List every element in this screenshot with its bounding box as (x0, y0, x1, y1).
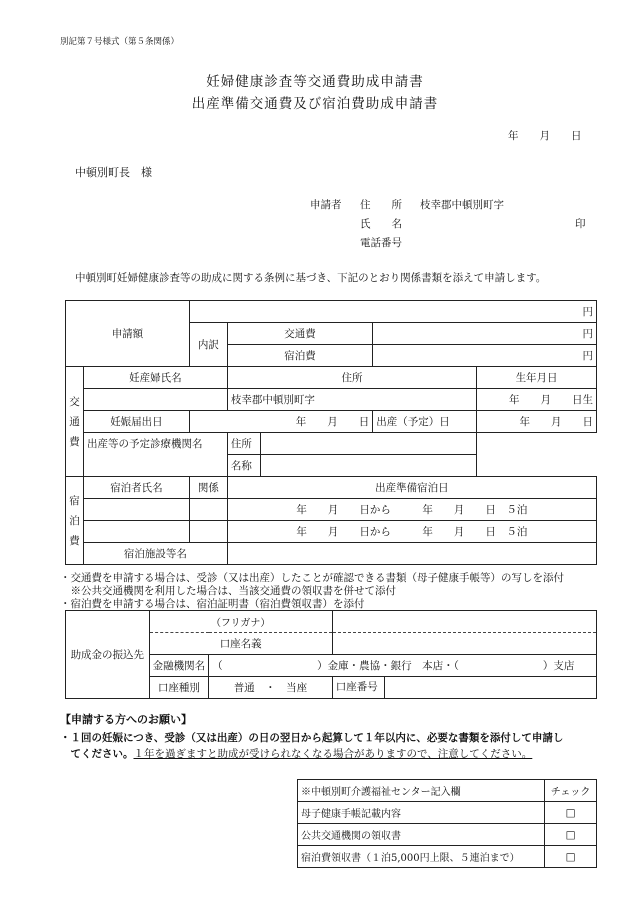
guest-name-field-2[interactable] (84, 521, 190, 543)
addressee: 中頓別町長 様 (75, 166, 152, 179)
check-column-header: チェック (545, 780, 597, 802)
checkbox-1[interactable]: □ (545, 802, 597, 824)
account-type-label: 口座種別 (149, 677, 209, 699)
checkbox-2[interactable]: □ (545, 824, 597, 846)
document-subtitle: 出産準備交通費及び宿泊費助成申請書 (191, 96, 439, 112)
mother-address-field[interactable]: 枝幸郡中頓別町字 (227, 389, 476, 411)
application-table (65, 300, 597, 565)
address-label: 住 所 (360, 199, 402, 211)
pregnancy-date-label: 妊娠届出日 (84, 411, 190, 433)
clinic-name-label: 名称 (227, 455, 260, 477)
check-item-3: 宿泊費領収書（１泊5,000円上限、５連泊まで） (298, 846, 545, 868)
note-3: ・宿泊費を申請する場合は、宿泊証明書（宿泊費領収書）を添付 (60, 598, 365, 610)
due-date-label: 出産（予定）日 (373, 411, 477, 433)
check-item-2: 公共交通機関の領収書 (298, 824, 545, 846)
facility-label: 宿泊施設等名 (84, 543, 228, 565)
clinic-label: 出産等の予定診療機関名 (84, 433, 228, 477)
lodging-amount-field[interactable]: 円 (373, 345, 597, 367)
account-type-field[interactable]: 普通 ・ 当座 (209, 677, 333, 699)
birthdate-header: 生年月日 (477, 367, 597, 389)
relation-header: 関係 (189, 477, 227, 499)
amount-total-field[interactable]: 円 (189, 301, 596, 323)
guest-name-header: 宿泊者氏名 (84, 477, 190, 499)
check-header: ※中頓別町介護福祉センター記入欄 (298, 780, 545, 802)
seal-mark: 印 (575, 218, 586, 230)
guest-name-field-1[interactable] (84, 499, 190, 521)
date-line: 年 月 日 (508, 130, 582, 142)
furigana-field[interactable] (332, 611, 596, 633)
breakdown-label: 内訳 (189, 323, 227, 367)
birthdate-field[interactable]: 年 月 日生 (477, 389, 597, 411)
relation-field-2[interactable] (189, 521, 227, 543)
account-number-label: 口座番号 (333, 677, 385, 698)
institution-field[interactable]: （ ）金庫・農協・銀行 本店・（ ）支店 (209, 655, 597, 677)
bank-table (65, 610, 597, 699)
prep-stay-header: 出産準備宿泊日 (227, 477, 596, 499)
mother-name-field[interactable] (84, 389, 228, 411)
transport-group-label: 交通費 (66, 367, 84, 477)
transport-amount-field[interactable]: 円 (373, 323, 597, 345)
pregnancy-date-field[interactable]: 年 月 日 (189, 411, 372, 433)
name-label: 氏 名 (360, 218, 402, 230)
clinic-address-field[interactable] (260, 433, 476, 455)
facility-field[interactable] (227, 543, 596, 565)
account-holder-label: 口座名義 (149, 633, 332, 655)
request-line-1: ・１回の妊娠につき、受診（又は出産）の日の翌日から起算して１年以内に、必要な書類を添付して申請し (60, 732, 564, 744)
transport-label: 交通費 (227, 323, 372, 345)
mother-name-header: 妊産婦氏名 (84, 367, 228, 389)
amount-label: 申請額 (66, 301, 190, 367)
stay-dates-field-1[interactable]: 年 月 日から 年 月 日 ５泊 (227, 499, 596, 521)
note-1: ・交通費を申請する場合は、受診（又は出産）したことが確認できる書類（母子健康手帳等）の写しを添付 (60, 572, 564, 584)
note-2: ※公共交通機関を利用した場合は、当該交通費の領収書を併せて添付 (60, 585, 396, 597)
applicant-label: 申請者 (310, 199, 342, 211)
checkbox-3[interactable]: □ (545, 846, 597, 868)
phone-label: 電話番号 (360, 237, 402, 249)
document-title: 妊婦健康診査等交通費助成申請書 (206, 74, 424, 90)
account-holder-field[interactable] (332, 633, 596, 655)
check-table (297, 779, 597, 868)
clinic-name-field[interactable] (260, 455, 476, 477)
clinic-address-label: 住所 (227, 433, 260, 455)
address-header: 住所 (227, 367, 476, 389)
check-item-1: 母子健康手帳記載内容 (298, 802, 545, 824)
intro-text: 中頓別町妊婦健康診査等の助成に関する条例に基づき、下記のとおり関係書類を添えて申請します。 (75, 272, 547, 284)
stay-dates-field-2[interactable]: 年 月 日から 年 月 日 ５泊 (227, 521, 596, 543)
due-date-field[interactable]: 年 月 日 (477, 411, 597, 433)
form-number: 別記第７号様式（第５条関係） (60, 37, 180, 47)
relation-field-1[interactable] (189, 499, 227, 521)
request-line-2: てください。１年を過ぎますと助成が受けられなくなる場合がありますので、注意してください。 (60, 748, 533, 760)
furigana-label: （フリガナ） (149, 611, 332, 633)
lodging-group-label: 宿泊費 (66, 477, 84, 565)
bank-label: 助成金の振込先 (66, 611, 150, 699)
lodging-label: 宿泊費 (227, 345, 372, 367)
address-value[interactable]: 枝幸郡中頓別町字 (420, 199, 504, 211)
request-heading: 【申請する方へのお願い】 (60, 713, 192, 726)
account-number-cell[interactable] (332, 677, 596, 699)
institution-label: 金融機関名 (149, 655, 209, 677)
